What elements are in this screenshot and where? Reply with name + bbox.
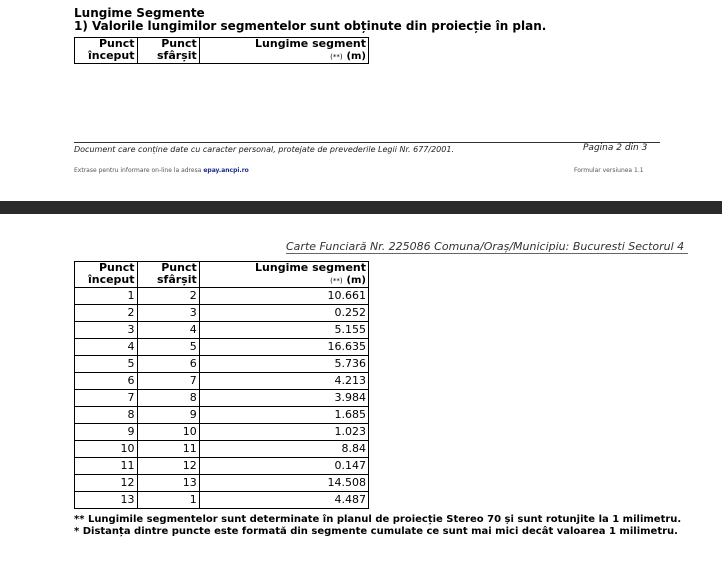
col-start-header: Punct început — [75, 38, 138, 64]
cell-len: 5.155 — [199, 322, 368, 339]
cell-start: 1 — [75, 288, 138, 305]
section-subtitle: 1) Valorile lungimilor segmentelor sunt obținute din proiecție în plan. — [74, 19, 547, 33]
form-version: Formular versiunea 1.1 — [574, 167, 644, 174]
cell-start: 2 — [75, 305, 138, 322]
col-length-header: Lungime segment (**) (m) — [199, 262, 368, 288]
cell-start: 12 — [75, 475, 138, 492]
cell-end: 9 — [137, 407, 199, 424]
table-row — [75, 458, 369, 475]
carte-funciara-rule — [286, 253, 688, 254]
cell-len: 4.487 — [199, 492, 368, 509]
table-row — [75, 441, 369, 458]
cell-start: 8 — [75, 407, 138, 424]
section-title: Lungime Segmente — [74, 6, 205, 20]
cell-end: 5 — [137, 339, 199, 356]
footnote-distance: * Distanța dintre puncte este formată din segmente cumulate ce sunt mai mici decât valoarea 1 milimetru. — [74, 526, 678, 537]
cell-len: 4.213 — [199, 373, 368, 390]
table-row — [75, 373, 369, 390]
cell-len: 14.508 — [199, 475, 368, 492]
cell-len: 10.661 — [199, 288, 368, 305]
table-row — [75, 390, 369, 407]
cell-len: 3.984 — [199, 390, 368, 407]
carte-funciara-header: Carte Funciară Nr. 225086 Comuna/Oraș/Municipiu: Bucuresti Sectorul 4 — [286, 240, 685, 253]
cell-end: 11 — [137, 441, 199, 458]
cell-start: 7 — [75, 390, 138, 407]
cell-len: 1.023 — [199, 424, 368, 441]
cell-len: 8.84 — [199, 441, 368, 458]
table-row — [75, 339, 369, 356]
epay-link[interactable]: epay.ancpi.ro — [203, 167, 249, 174]
extract-notice: Extrase pentru informare on-line la adresa epay.ancpi.ro — [74, 167, 249, 174]
cell-start: 6 — [75, 373, 138, 390]
cell-end: 13 — [137, 475, 199, 492]
table-row — [75, 475, 369, 492]
cell-start: 13 — [75, 492, 138, 509]
col-end-header: Punct sfârșit — [137, 38, 199, 64]
personal-data-notice: Document care conține date cu caracter personal, protejate de prevederile Legii Nr. 677/2001. — [74, 145, 454, 154]
segment-table-header — [74, 37, 369, 64]
col-start-header: Punct început — [75, 262, 138, 288]
cell-end: 1 — [137, 492, 199, 509]
footnote-stereo70: ** Lungimile segmentelor sunt determinate în planul de proiecție Stereo 70 și sunt rotunjite la 1 milimetru. — [74, 514, 682, 525]
cell-len: 1.685 — [199, 407, 368, 424]
col-length-header: Lungime segment (**) (m) — [199, 38, 368, 64]
table-row — [75, 356, 369, 373]
cell-end: 10 — [137, 424, 199, 441]
table-row — [75, 407, 369, 424]
page-number: Pagina 2 din 3 — [583, 143, 648, 153]
cell-end: 3 — [137, 305, 199, 322]
table-row — [75, 288, 369, 305]
cell-len: 0.252 — [199, 305, 368, 322]
col-end-header: Punct sfârșit — [137, 262, 199, 288]
table-row — [75, 305, 369, 322]
segment-table — [74, 261, 369, 509]
table-row — [75, 322, 369, 339]
cell-end: 8 — [137, 390, 199, 407]
cell-start: 11 — [75, 458, 138, 475]
cell-start: 9 — [75, 424, 138, 441]
cell-end: 7 — [137, 373, 199, 390]
cell-len: 5.736 — [199, 356, 368, 373]
cell-end: 4 — [137, 322, 199, 339]
cell-len: 16.635 — [199, 339, 368, 356]
cell-end: 6 — [137, 356, 199, 373]
cell-len: 0.147 — [199, 458, 368, 475]
page-separator — [0, 201, 722, 214]
cell-start: 10 — [75, 441, 138, 458]
footer-divider — [74, 142, 660, 143]
segment-table-body — [75, 288, 369, 509]
cell-start: 3 — [75, 322, 138, 339]
cell-end: 12 — [137, 458, 199, 475]
cell-end: 2 — [137, 288, 199, 305]
table-row — [75, 424, 369, 441]
cell-start: 5 — [75, 356, 138, 373]
table-row — [75, 492, 369, 509]
cell-start: 4 — [75, 339, 138, 356]
